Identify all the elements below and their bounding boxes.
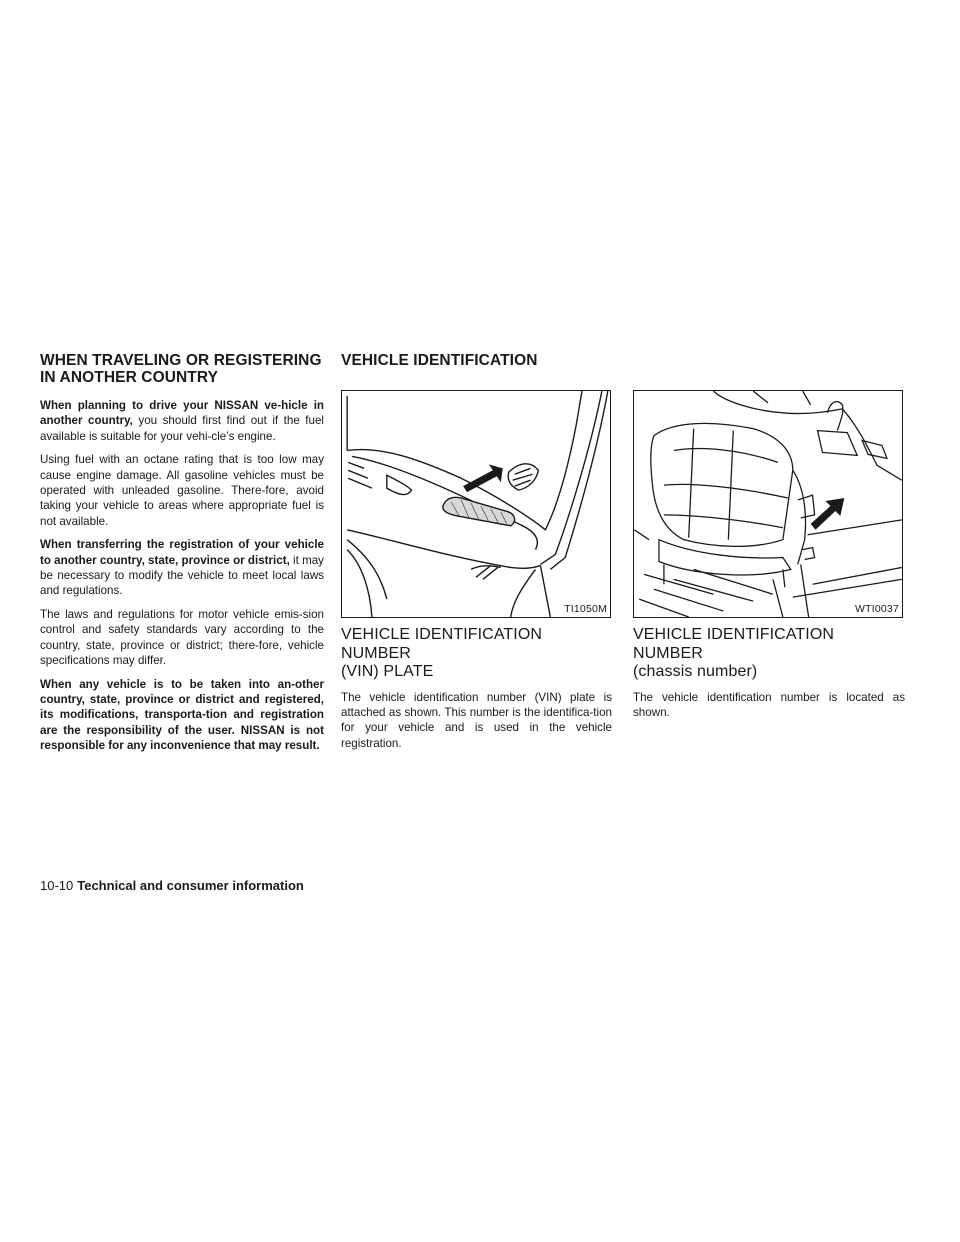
paragraph-planning-text: you should first find out if the fuel available is suitable for your vehi-cle’s engine. — [40, 414, 324, 443]
subheading-chassis-line-1: VEHICLE IDENTIFICATION NUMBER — [633, 626, 835, 662]
paragraph-planning — [40, 398, 324, 444]
figure-code-vin: TI1050M — [564, 603, 607, 615]
section-heading-traveling — [40, 352, 324, 386]
paragraph-vin-plate: The vehicle identification number (VIN) plate is attached as shown. This number is the identifica-tion for your vehicle and is used in the vehicle registration. — [341, 690, 612, 750]
pointer-arrow-icon-chassis — [811, 498, 845, 530]
pointer-arrow-icon — [463, 464, 503, 492]
subheading-vin-line-2: (VIN) PLATE — [341, 663, 434, 680]
subheading-chassis-line-2: (chassis number) — [633, 663, 758, 680]
figure-code-chassis: WTI0037 — [855, 603, 899, 615]
paragraph-chassis-number: The vehicle identification number is located as shown. — [633, 690, 905, 719]
seat-floor-chassis-number-illustration — [634, 391, 902, 617]
subheading-chassis-number — [633, 626, 905, 682]
paragraph-regulations: The laws and regulations for motor vehicle emis-sion control and safety standards vary according to the country, state, province or district; there-fore, vehicle specifications may differ. — [40, 607, 324, 668]
paragraph-transferring-text: it may be necessary to modify the vehicle to meet local laws and regulations. — [40, 553, 324, 598]
dashboard-vin-plate-illustration — [342, 391, 610, 617]
paragraph-octane: Using fuel with an octane rating that is too low may cause engine damage. All gasoline vehicles must be operated with unleaded gasoline. There-fore, avoid taking your vehicle to areas where appropriate fuel is not available. — [40, 453, 324, 528]
heading-spacer — [633, 352, 905, 369]
figure-vin-plate — [341, 390, 611, 618]
left-column — [40, 352, 324, 762]
paragraph-responsibility: When any vehicle is to be taken into an-other country, state, province or district and registered, its modifications, transporta-tion and registration are the responsibility of the user. NISSAN is not responsible for any inconvenience that may result. — [40, 677, 324, 753]
subheading-vin-plate — [341, 626, 612, 682]
paragraph-planning-bold: When planning to drive your NISSAN ve-hicle in another country, — [40, 399, 324, 428]
page-number: 10-10 — [40, 878, 74, 893]
middle-column — [341, 352, 612, 759]
paragraph-transferring-bold: When transferring the registration of your vehicle to another country, state, province or district, — [40, 538, 324, 567]
paragraph-transferring — [40, 537, 324, 599]
right-column — [633, 352, 905, 728]
heading-line-2: IN ANOTHER COUNTRY — [40, 369, 219, 386]
heading-line-1: WHEN TRAVELING OR REGISTERING — [40, 352, 322, 369]
page-footer — [40, 878, 304, 894]
figure-chassis-number — [633, 390, 903, 618]
chapter-title: Technical and consumer information — [77, 878, 304, 893]
subheading-vin-line-1: VEHICLE IDENTIFICATION NUMBER — [341, 626, 543, 662]
section-heading-vehicle-identification: VEHICLE IDENTIFICATION — [341, 352, 538, 369]
